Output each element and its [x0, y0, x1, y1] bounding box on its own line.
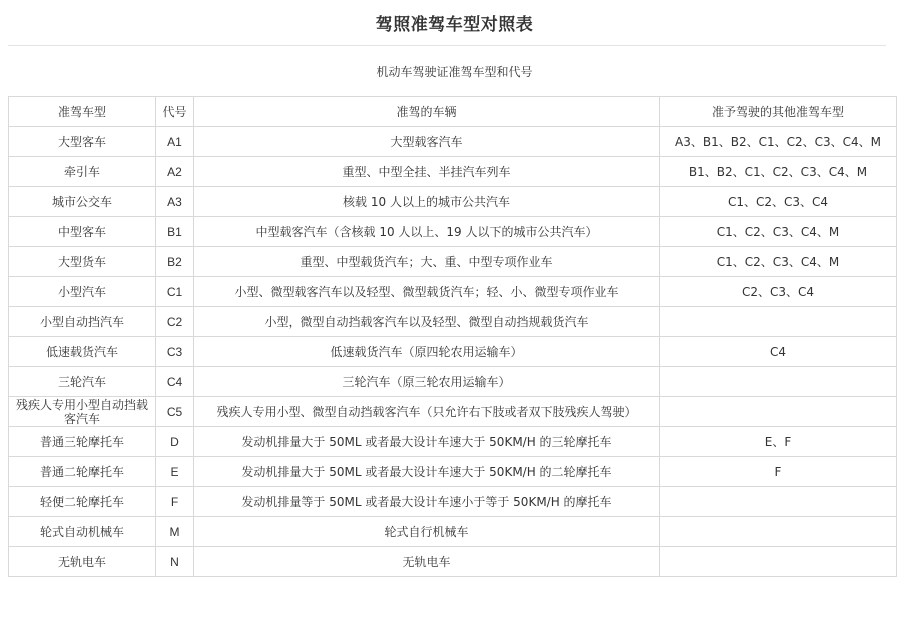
title-divider	[8, 45, 886, 46]
cell-other-classes: F	[660, 457, 897, 487]
cell-vehicles: 小型，微型自动挡载客汽车以及轻型、微型自动挡规载货汽车	[194, 307, 660, 337]
cell-vehicles: 重型、中型载货汽车；大、重、中型专项作业车	[194, 247, 660, 277]
table-row	[9, 247, 897, 277]
table-row	[9, 427, 897, 457]
cell-code: A1	[156, 127, 194, 157]
cell-class: 中型客车	[9, 217, 156, 247]
cell-class: 大型客车	[9, 127, 156, 157]
cell-class: 残疾人专用小型自动挡载客汽车	[9, 397, 156, 427]
cell-class: 三轮汽车	[9, 367, 156, 397]
cell-class: 大型货车	[9, 247, 156, 277]
cell-code: D	[156, 427, 194, 457]
header-other-classes: 准予驾驶的其他准驾车型	[660, 97, 897, 127]
cell-vehicles: 小型、微型载客汽车以及轻型、微型载货汽车；轻、小、微型专项作业车	[194, 277, 660, 307]
cell-vehicles: 中型载客汽车（含核载 10 人以上、19 人以下的城市公共汽车）	[194, 217, 660, 247]
table-caption: 机动车驾驶证准驾车型和代号	[376, 65, 533, 79]
cell-other-classes: B1、B2、C1、C2、C3、C4、M	[660, 157, 897, 187]
table-row	[9, 457, 897, 487]
cell-class: 低速载货汽车	[9, 337, 156, 367]
page-title: 驾照准驾车型对照表	[375, 15, 534, 35]
cell-code: F	[156, 487, 194, 517]
license-class-table	[8, 96, 897, 577]
cell-other-classes	[660, 307, 897, 337]
cell-other-classes: C4	[660, 337, 897, 367]
cell-class: 轮式自动机械车	[9, 517, 156, 547]
header-code: 代号	[156, 97, 194, 127]
cell-class: 城市公交车	[9, 187, 156, 217]
table-row	[9, 367, 897, 397]
table-row	[9, 157, 897, 187]
cell-code: A3	[156, 187, 194, 217]
cell-other-classes: C2、C3、C4	[660, 277, 897, 307]
cell-vehicles: 无轨电车	[194, 547, 660, 577]
cell-class: 无轨电车	[9, 547, 156, 577]
cell-code: C1	[156, 277, 194, 307]
cell-other-classes: A3、B1、B2、C1、C2、C3、C4、M	[660, 127, 897, 157]
cell-vehicles: 轮式自行机械车	[194, 517, 660, 547]
cell-other-classes: C1、C2、C3、C4、M	[660, 217, 897, 247]
cell-other-classes	[660, 517, 897, 547]
table-row	[9, 517, 897, 547]
cell-other-classes: C1、C2、C3、C4	[660, 187, 897, 217]
table-header-row	[9, 97, 897, 127]
cell-code: B1	[156, 217, 194, 247]
cell-class: 牵引车	[9, 157, 156, 187]
table-row	[9, 187, 897, 217]
cell-code: C5	[156, 397, 194, 427]
table-row	[9, 127, 897, 157]
table-row	[9, 487, 897, 517]
cell-class: 轻便二轮摩托车	[9, 487, 156, 517]
header-vehicles: 准驾的车辆	[194, 97, 660, 127]
cell-vehicles: 低速载货汽车（原四轮农用运输车）	[194, 337, 660, 367]
cell-other-classes	[660, 487, 897, 517]
cell-other-classes: C1、C2、C3、C4、M	[660, 247, 897, 277]
table-row	[9, 307, 897, 337]
cell-vehicles: 发动机排量等于 50ML 或者最大设计车速小于等于 50KM/H 的摩托车	[194, 487, 660, 517]
cell-class: 小型汽车	[9, 277, 156, 307]
cell-vehicles: 发动机排量大于 50ML 或者最大设计车速大于 50KM/H 的二轮摩托车	[194, 457, 660, 487]
cell-code: C4	[156, 367, 194, 397]
cell-vehicles: 核载 10 人以上的城市公共汽车	[194, 187, 660, 217]
cell-vehicles: 残疾人专用小型、微型自动挡载客汽车（只允许右下肢或者双下肢残疾人驾驶）	[194, 397, 660, 427]
cell-class: 小型自动挡汽车	[9, 307, 156, 337]
cell-other-classes	[660, 397, 897, 427]
cell-code: N	[156, 547, 194, 577]
cell-vehicles: 三轮汽车（原三轮农用运输车）	[194, 367, 660, 397]
table-row	[9, 547, 897, 577]
cell-vehicles: 大型载客汽车	[194, 127, 660, 157]
cell-code: A2	[156, 157, 194, 187]
table-row	[9, 337, 897, 367]
table-row	[9, 397, 897, 427]
header-class: 准驾车型	[9, 97, 156, 127]
cell-code: C3	[156, 337, 194, 367]
cell-other-classes: E、F	[660, 427, 897, 457]
cell-vehicles: 发动机排量大于 50ML 或者最大设计车速大于 50KM/H 的三轮摩托车	[194, 427, 660, 457]
cell-vehicles: 重型、中型全挂、半挂汽车列车	[194, 157, 660, 187]
table-row	[9, 277, 897, 307]
table-row	[9, 217, 897, 247]
cell-code: B2	[156, 247, 194, 277]
cell-code: C2	[156, 307, 194, 337]
cell-class: 普通二轮摩托车	[9, 457, 156, 487]
cell-other-classes	[660, 547, 897, 577]
cell-other-classes	[660, 367, 897, 397]
cell-code: E	[156, 457, 194, 487]
cell-class: 普通三轮摩托车	[9, 427, 156, 457]
cell-code: M	[156, 517, 194, 547]
